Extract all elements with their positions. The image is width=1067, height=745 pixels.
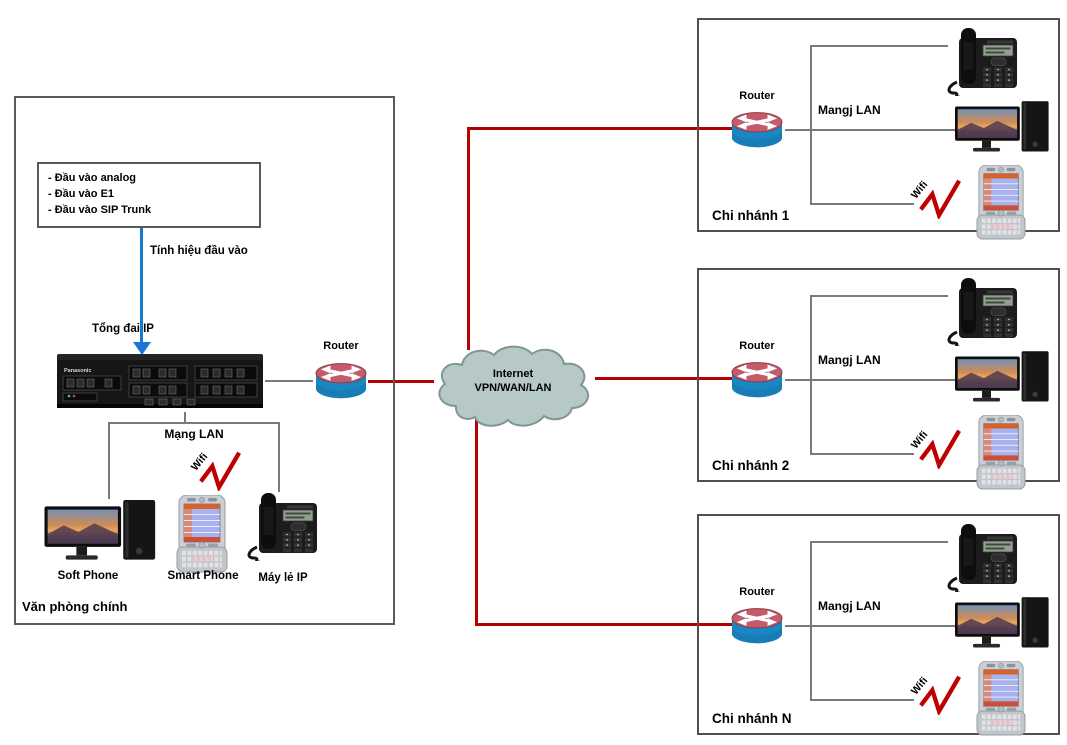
- branch-wifi-label: Wifi: [908, 178, 931, 202]
- input-line-analog: - Đầu vào analog: [48, 172, 137, 184]
- branch-computer-icon: [955, 351, 1054, 407]
- wan-line-cloud-down: [475, 415, 478, 626]
- lan-bus-office: [108, 422, 280, 424]
- branch-wifi-label: Wifi: [908, 428, 931, 452]
- branch-smartphone-icon: [976, 165, 1026, 240]
- branch-ip-phone-icon: [945, 521, 1019, 593]
- office-router-label: Router: [323, 340, 359, 352]
- main-office-title: Văn phòng chính: [22, 599, 128, 614]
- branch-lan-bus: [810, 45, 812, 205]
- branch-title: Chi nhánh 2: [712, 458, 790, 473]
- branch-lan-label: Mangj LAN: [818, 599, 881, 613]
- branch-box-1: [697, 18, 1060, 232]
- smartphone-label: Smart Phone: [167, 570, 239, 582]
- cloud-label: [448, 367, 578, 395]
- input-line-sip: - Đầu vào SIP Trunk: [48, 204, 152, 216]
- office-wifi-label: Wifi: [188, 450, 211, 474]
- smartphone-icon: [176, 495, 228, 573]
- branch-computer-icon: [955, 597, 1054, 653]
- branch-ip-phone-icon: [945, 25, 1019, 97]
- branch-lan-line-wifi: [810, 203, 914, 205]
- branch-ip-phone-icon: [945, 275, 1019, 347]
- branch-router-icon: [728, 599, 786, 649]
- cloud-label-line1: Internet: [492, 368, 534, 380]
- branch-lan-line-phone: [810, 541, 948, 543]
- branch-title: Chi nhánh N: [712, 711, 792, 726]
- lan-drop-ipphone: [278, 422, 280, 492]
- input-line-e1: - Đầu vào E1: [48, 188, 115, 200]
- branch-lan-line-wifi: [810, 699, 914, 701]
- lan-drop-pbx: [184, 412, 186, 422]
- branch-smartphone-icon: [976, 415, 1026, 490]
- branch-lan-line-phone: [810, 45, 948, 47]
- branch-lan-bus: [810, 541, 812, 701]
- branch-lan-label: Mangj LAN: [818, 103, 881, 117]
- branch-router-label: Router: [739, 586, 775, 598]
- branch-lan-bus: [810, 295, 812, 455]
- cloud-label-line2: VPN/WAN/LAN: [474, 382, 552, 394]
- office-lan-label: Mạng LAN: [164, 427, 224, 441]
- branch-lan-label: Mangj LAN: [818, 353, 881, 367]
- ip-pbx-icon: [55, 352, 265, 412]
- softphone-label: Soft Phone: [57, 570, 119, 582]
- branch-wifi-label: Wifi: [908, 674, 931, 698]
- ip-extension-phone-icon: [245, 490, 319, 562]
- softphone-computer-icon: [44, 500, 162, 566]
- signal-label: Tính hiệu đầu vào: [150, 245, 248, 257]
- lan-line-pbx-router: [265, 380, 313, 382]
- branch-computer-icon: [955, 101, 1054, 157]
- branch-lan-line-wifi: [810, 453, 914, 455]
- wan-line-to-branch-n: [475, 623, 733, 626]
- branch-router-icon: [728, 353, 786, 403]
- pbx-label: Tổng đai IP: [92, 323, 154, 335]
- office-router-icon: [312, 354, 370, 404]
- branch-router-label: Router: [739, 340, 775, 352]
- lan-drop-softphone: [108, 422, 110, 499]
- wan-line-cloud-up: [467, 127, 470, 350]
- branch-router-label: Router: [739, 90, 775, 102]
- branch-router-icon: [728, 103, 786, 153]
- inputs-box: [37, 162, 261, 228]
- branch-box-3: [697, 514, 1060, 735]
- branch-lan-line-phone: [810, 295, 948, 297]
- wan-line-to-branch-1: [467, 127, 733, 130]
- branch-smartphone-icon: [976, 661, 1026, 736]
- ip-phone-label: Máy lẻ IP: [258, 572, 308, 584]
- branch-title: Chi nhánh 1: [712, 208, 790, 223]
- branch-box-2: [697, 268, 1060, 482]
